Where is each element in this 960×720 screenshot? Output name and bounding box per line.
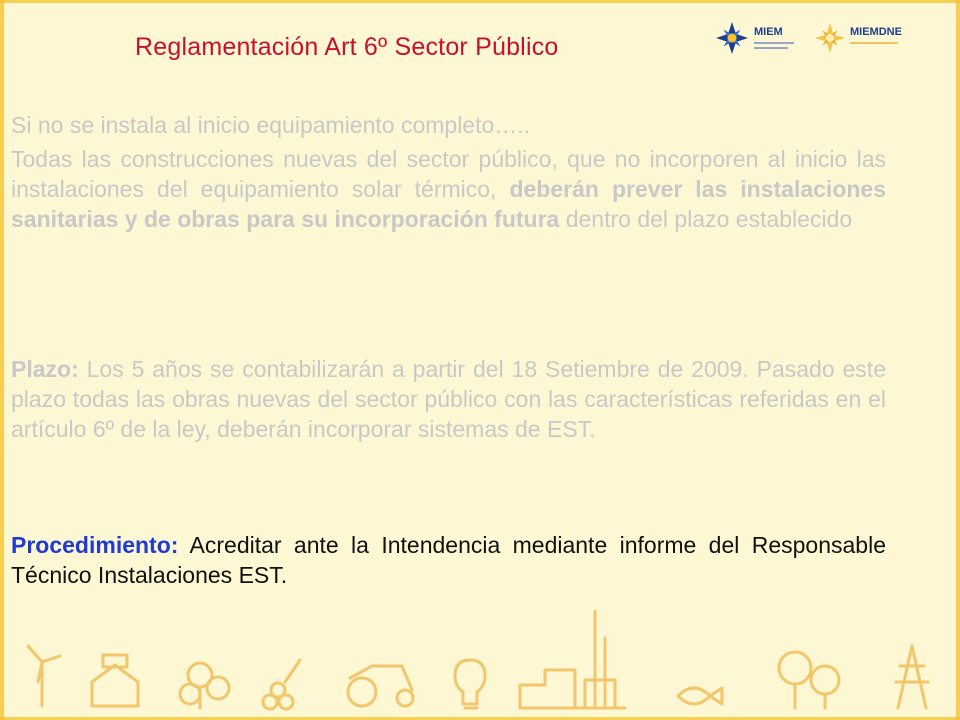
dne-sun-icon — [812, 18, 848, 58]
slide-title: Reglamentación Art 6º Sector Público — [135, 33, 559, 61]
procedimiento-paragraph — [11, 531, 886, 591]
procedimiento-label: Procedimiento: — [11, 532, 179, 558]
procedimiento-text: Acreditar ante la Intendencia mediante informe del Responsable Técnico Instalaciones EST. — [11, 532, 886, 588]
plazo-text: Los 5 años se contabilizarán a partir del 18 Setiembre de 2009. Pasado este plazo todas las obras nuevas del sector público con las características referidas en el artículo 6º de la ley, deberán incorporar sistemas de EST. — [11, 356, 886, 442]
body-text-2: dentro del plazo establecido — [559, 205, 853, 232]
slide-border-top — [0, 0, 960, 3]
subheading: Si no se instala al inicio equipamiento completo….. — [11, 112, 531, 138]
miem-logo — [712, 18, 802, 60]
logs-icon — [263, 660, 300, 709]
miem-logo-text: MIEM — [754, 26, 783, 38]
dne-logo-text: MIEMDNE — [850, 26, 902, 38]
body-bold-text: deberán prever las instalaciones sanitarias y de obras para su incorporación futura — [11, 175, 887, 232]
miem-tagline-line — [754, 42, 794, 44]
factory-icon — [520, 610, 625, 708]
decorative-footer-illustrations — [0, 610, 960, 720]
fish-icon — [678, 688, 722, 704]
lightbulb-icon — [455, 660, 485, 708]
solar-house-icon — [92, 655, 138, 706]
dne-logo — [812, 18, 917, 60]
sunflower-icon — [180, 663, 229, 708]
dne-tagline-line — [850, 42, 898, 44]
power-tower-icon — [896, 646, 928, 708]
plazo-label: Plazo: — [11, 356, 79, 382]
windmill-icon — [28, 646, 60, 706]
plazo-paragraph — [11, 355, 886, 445]
body-text-1: Todas las construcciones nuevas del sector público, que no incorporen al inicio las instalaciones del equipamiento solar térmico, — [11, 146, 886, 202]
miem-tagline-line — [754, 47, 788, 49]
body-paragraph — [11, 145, 886, 235]
logos-area — [712, 18, 922, 60]
miem-star-icon — [712, 18, 752, 58]
trees-icon — [779, 652, 839, 708]
tractor-icon — [348, 666, 413, 706]
